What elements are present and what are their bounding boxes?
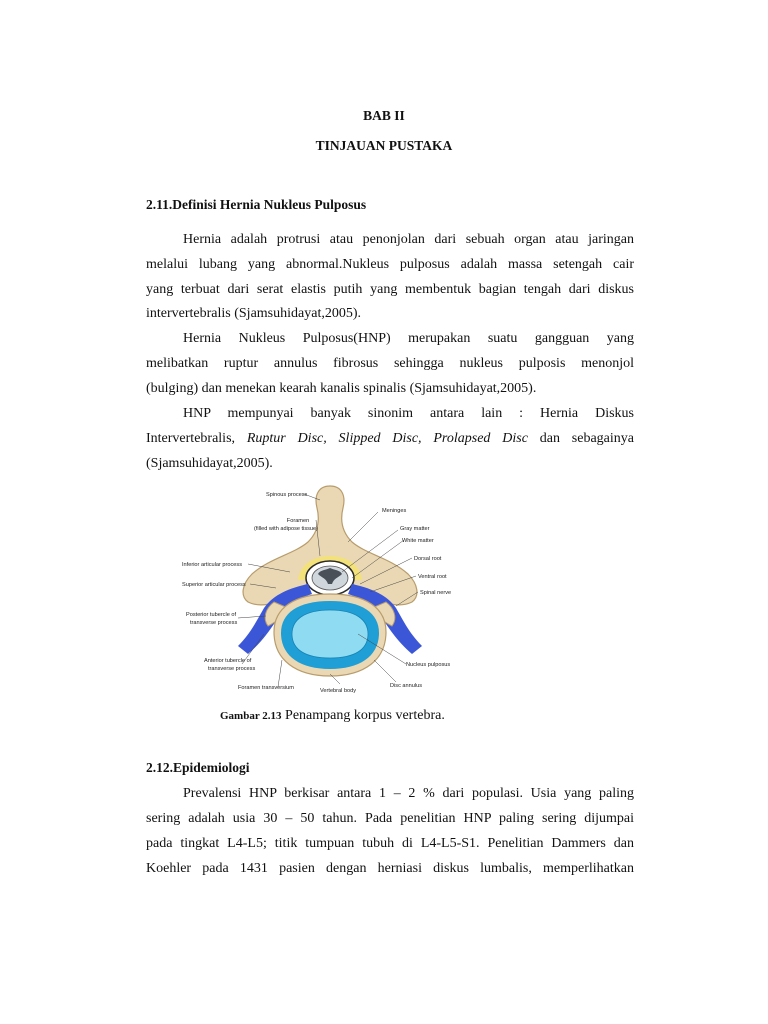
label-foramen-note: (filled with adipose tissue) bbox=[253, 526, 319, 532]
caption-number: Gambar 2.13 bbox=[220, 710, 282, 722]
label-posterior-tubercle: Posterior tubercle of bbox=[186, 612, 237, 618]
paragraph-line: melalui lubang yang abnormal.Nukleus pulposus adalah massa setengah cair bbox=[146, 257, 634, 272]
chapter-number: BAB II bbox=[363, 108, 405, 123]
label-vertebral-body: Vertebral body bbox=[320, 688, 357, 694]
paragraph-line: Koehler pada 1431 pasien dengan herniasi diskus lumbalis, memperlihatkan bbox=[146, 861, 634, 876]
label-spinal-nerve: Spinal nerve bbox=[420, 590, 452, 596]
label-foramen: Foramen bbox=[286, 518, 310, 524]
label-foramen-transversium: Foramen transversium bbox=[238, 685, 294, 691]
synonyms-suffix: dan sebagainya bbox=[527, 431, 634, 446]
label-superior-articular-process: Superior articular process bbox=[182, 582, 246, 588]
label-anterior-tubercle: Anterior tubercle of bbox=[204, 658, 252, 664]
label-disc-annulus: Disc annulus bbox=[390, 683, 423, 689]
label-inferior-articular-process: Inferior articular process bbox=[182, 562, 242, 568]
label-gray-matter: Gray matter bbox=[400, 526, 430, 532]
synonyms-italic: Ruptur Disc, Slipped Disc, Prolapsed Disc bbox=[246, 431, 528, 446]
paragraph-line: sering adalah usia 30 – 50 tahun. Pada penelitian HNP paling sering dijumpai bbox=[146, 811, 634, 826]
label-dorsal-root: Dorsal root bbox=[414, 556, 442, 562]
label-anterior-tubercle-2: transverse process bbox=[208, 666, 256, 672]
paragraph-line: HNP mempunyai banyak sinonim antara lain : Hernia Diskus bbox=[183, 406, 634, 421]
paragraph-line: yang terbuat dari serat elastis putih yang membentuk bagian tengah dari diskus bbox=[146, 282, 634, 297]
paragraph-line-synonyms bbox=[146, 429, 634, 449]
section-heading-epidemiologi: 2.12.Epidemiologi bbox=[146, 760, 250, 775]
paragraph-line: Hernia Nukleus Pulposus(HNP) merupakan suatu gangguan yang bbox=[183, 331, 634, 346]
label-white-matter: White matter bbox=[402, 538, 434, 544]
paragraph-line: Hernia adalah protrusi atau penonjolan dari sebuah organ atau jaringan bbox=[183, 232, 634, 247]
chapter-title: TINJAUAN PUSTAKA bbox=[315, 138, 453, 153]
label-meninges: Meninges bbox=[382, 508, 407, 514]
nucleus-pulposus bbox=[292, 610, 368, 658]
paragraph-line: intervertebralis (Sjamsuhidayat,2005). bbox=[146, 306, 361, 321]
figure-caption bbox=[220, 708, 445, 724]
label-ventral-root: Ventral root bbox=[418, 574, 447, 580]
synonyms-prefix: Intervertebralis, bbox=[146, 431, 247, 446]
paragraph-line: (Sjamsuhidayat,2005). bbox=[146, 456, 273, 471]
paragraph-line: pada tingkat L4-L5; titik tumpuan tubuh di L4-L5-S1. Penelitian Dammers dan bbox=[146, 836, 634, 851]
vertebra-diagram bbox=[180, 484, 480, 700]
label-posterior-tubercle-2: transverse process bbox=[190, 620, 238, 626]
label-spinous-process: Spinous process bbox=[266, 492, 308, 498]
label-nucleus-pulposus: Nucleus pulposus bbox=[406, 662, 451, 668]
section-heading-definisi: 2.11.Definisi Hernia Nukleus Pulposus bbox=[146, 197, 367, 212]
paragraph-line: Prevalensi HNP berkisar antara 1 – 2 % dari populasi. Usia yang paling bbox=[183, 786, 634, 801]
paragraph-line: (bulging) dan menekan kearah kanalis spinalis (Sjamsuhidayat,2005). bbox=[146, 381, 537, 396]
vertebra-cross-section-figure bbox=[180, 484, 480, 700]
paragraph-line: melibatkan ruptur annulus fibrosus sehingga nukleus pulposis menonjol bbox=[146, 356, 634, 371]
caption-text: Penampang korpus vertebra. bbox=[281, 708, 445, 723]
